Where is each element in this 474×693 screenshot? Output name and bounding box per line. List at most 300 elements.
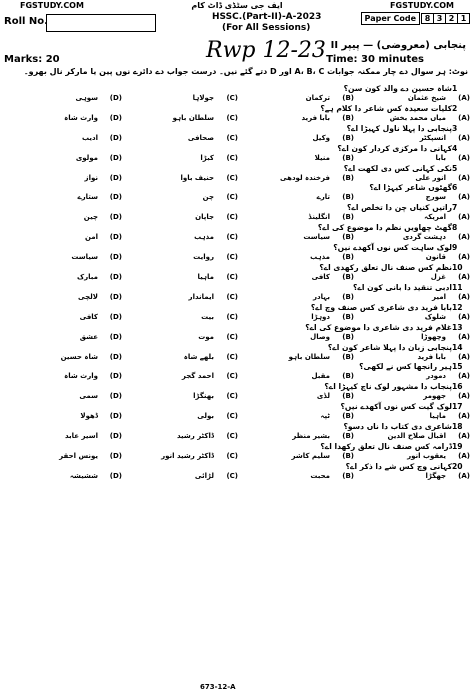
option-text: ششیشہ bbox=[69, 471, 98, 480]
question-item bbox=[4, 164, 470, 184]
option-letter: (D) bbox=[109, 372, 122, 381]
answer-option[interactable] bbox=[10, 472, 122, 482]
answer-option[interactable] bbox=[358, 353, 470, 363]
answer-option[interactable] bbox=[126, 193, 238, 203]
option-letter: (D) bbox=[109, 452, 122, 461]
question-text bbox=[320, 442, 470, 452]
question-item bbox=[4, 104, 470, 124]
answer-options bbox=[4, 154, 470, 164]
paper-code-digit: 3 bbox=[433, 13, 446, 24]
question-item bbox=[4, 462, 470, 482]
option-text: اقبال صلاح الدین bbox=[387, 432, 446, 441]
answer-option[interactable] bbox=[242, 233, 354, 243]
answer-options bbox=[4, 412, 470, 422]
answer-option[interactable] bbox=[10, 372, 122, 382]
question-number: 2 bbox=[452, 103, 458, 113]
option-text: امریکہ bbox=[424, 213, 446, 222]
option-letter: (D) bbox=[109, 193, 122, 202]
question-text bbox=[344, 422, 470, 432]
option-text: بابا فرید bbox=[417, 352, 446, 361]
answer-options bbox=[4, 293, 470, 303]
answer-option[interactable] bbox=[126, 353, 238, 363]
option-text: چین bbox=[83, 213, 98, 222]
option-text: جاپان bbox=[195, 213, 214, 222]
question-text bbox=[333, 243, 470, 253]
question-item bbox=[4, 343, 470, 363]
option-text: حنیف باوا bbox=[180, 173, 214, 182]
option-letter: (A) bbox=[458, 113, 470, 122]
option-letter: (D) bbox=[109, 432, 122, 441]
option-text: انسپکٹر bbox=[419, 133, 446, 142]
option-letter: (D) bbox=[109, 273, 122, 282]
answer-option[interactable] bbox=[10, 174, 122, 184]
answer-option[interactable] bbox=[10, 94, 122, 104]
question-number: 12 bbox=[452, 302, 463, 312]
option-letter: (C) bbox=[226, 113, 238, 122]
option-letter: (A) bbox=[458, 213, 470, 222]
answer-option[interactable] bbox=[358, 452, 470, 462]
time-label: Time: 30 minutes bbox=[326, 54, 424, 65]
question-text bbox=[328, 343, 470, 353]
question-body: گھٹ چھاویں نظم دا موضوع کی اے؟ bbox=[317, 223, 452, 233]
option-letter: (D) bbox=[109, 412, 122, 421]
option-letter: (B) bbox=[342, 332, 354, 341]
option-letter: (C) bbox=[226, 432, 238, 441]
option-letter: (C) bbox=[226, 452, 238, 461]
question-body: لوک ساہت کس نوں آکھدے نیں؟ bbox=[333, 243, 452, 253]
answer-option[interactable] bbox=[126, 392, 238, 402]
answer-option[interactable] bbox=[242, 193, 354, 203]
answer-option[interactable] bbox=[10, 213, 122, 223]
answer-option[interactable] bbox=[358, 134, 470, 144]
option-letter: (B) bbox=[342, 352, 354, 361]
option-letter: (A) bbox=[458, 153, 470, 162]
answer-option[interactable] bbox=[242, 472, 354, 482]
answer-option[interactable] bbox=[358, 313, 470, 323]
option-letter: (C) bbox=[226, 352, 238, 361]
option-text: صحافی bbox=[187, 133, 214, 142]
answer-option[interactable] bbox=[242, 213, 354, 223]
option-letter: (C) bbox=[226, 292, 238, 301]
question-text bbox=[311, 303, 470, 313]
option-text: لڈی bbox=[316, 392, 330, 401]
question-text bbox=[341, 402, 470, 412]
answer-option[interactable] bbox=[126, 472, 238, 482]
question-number: 15 bbox=[452, 362, 463, 372]
answer-option[interactable] bbox=[126, 313, 238, 323]
question-body: غلام فرید دی شاعری دا موضوع کی اے؟ bbox=[305, 322, 452, 332]
answer-option[interactable] bbox=[242, 273, 354, 283]
answer-option[interactable] bbox=[126, 94, 238, 104]
option-text: میاں محمد بخش bbox=[389, 113, 446, 122]
option-letter: (C) bbox=[226, 412, 238, 421]
answer-option[interactable] bbox=[10, 253, 122, 263]
answer-options bbox=[4, 134, 470, 144]
answer-options bbox=[4, 372, 470, 382]
question-body: ادبی تنقید دا بانی کون اے؟ bbox=[352, 282, 452, 292]
paper-code-digit: 1 bbox=[457, 13, 470, 24]
question-number: 6 bbox=[452, 183, 458, 193]
option-text: ڈاکٹر رشید bbox=[176, 432, 214, 441]
question-text bbox=[346, 462, 470, 472]
option-letter: (C) bbox=[226, 153, 238, 162]
option-text: ایماندار bbox=[188, 292, 214, 301]
answer-option[interactable] bbox=[242, 392, 354, 402]
option-letter: (B) bbox=[342, 452, 354, 461]
option-text: دہشت گردی bbox=[402, 233, 446, 242]
question-item bbox=[4, 203, 470, 223]
question-body: راتیں کنیاں چن دا تخلص اے؟ bbox=[347, 203, 452, 213]
question-item bbox=[4, 382, 470, 402]
answer-option[interactable] bbox=[10, 313, 122, 323]
option-text: بہادر bbox=[313, 292, 330, 301]
question-text bbox=[359, 362, 470, 372]
option-letter: (C) bbox=[226, 392, 238, 401]
answer-option[interactable] bbox=[358, 472, 470, 482]
answer-option[interactable] bbox=[242, 432, 354, 442]
answer-options bbox=[4, 174, 470, 184]
answer-option[interactable] bbox=[242, 412, 354, 422]
question-item bbox=[4, 144, 470, 164]
option-text: انگلینڈ bbox=[308, 213, 330, 222]
option-text: نواز bbox=[84, 173, 98, 182]
question-number: 17 bbox=[452, 402, 463, 412]
question-body: شاعری دی کتاب دا ناں دسو؟ bbox=[343, 422, 452, 432]
option-text: سمی bbox=[79, 392, 98, 401]
answer-option[interactable] bbox=[126, 134, 238, 144]
option-letter: (A) bbox=[458, 292, 470, 301]
question-body: شاہ حسین دے والد کون سن؟ bbox=[343, 84, 452, 93]
answer-option[interactable] bbox=[358, 174, 470, 184]
answer-options bbox=[4, 313, 470, 323]
answer-option[interactable] bbox=[126, 273, 238, 283]
handwritten-note: Rwp 12-23 bbox=[206, 38, 326, 63]
watermark-top bbox=[0, 0, 474, 12]
question-body: پنجاب دا مشہور لوک ناچ کیہڑا اے؟ bbox=[324, 382, 452, 392]
question-number: 16 bbox=[452, 382, 463, 392]
answer-option[interactable] bbox=[242, 253, 354, 263]
option-letter: (C) bbox=[226, 233, 238, 242]
option-letter: (D) bbox=[109, 312, 122, 321]
option-text: بشیر منظر bbox=[292, 432, 330, 441]
answer-option[interactable] bbox=[358, 193, 470, 203]
option-letter: (A) bbox=[458, 233, 470, 242]
option-text: وچھوڑا bbox=[421, 332, 446, 341]
answer-option[interactable] bbox=[10, 293, 122, 303]
answer-option[interactable] bbox=[10, 193, 122, 203]
option-text: مذہب bbox=[194, 233, 214, 242]
question-body: کہانی وچ کس شے دا ذکر اے؟ bbox=[345, 461, 452, 471]
answer-options bbox=[4, 114, 470, 124]
option-text: سلطان باہو bbox=[172, 113, 214, 122]
option-text: فرخندہ لودھی bbox=[280, 173, 330, 182]
option-text: ستارے bbox=[77, 193, 98, 202]
answer-option[interactable] bbox=[358, 293, 470, 303]
question-number: 8 bbox=[452, 223, 458, 233]
option-letter: (B) bbox=[342, 213, 354, 222]
paper-code-label: Paper Code bbox=[361, 12, 420, 25]
answer-option[interactable] bbox=[358, 372, 470, 382]
question-number: 18 bbox=[452, 422, 463, 432]
answer-option[interactable] bbox=[10, 392, 122, 402]
answer-options bbox=[4, 333, 470, 343]
question-text bbox=[347, 124, 470, 134]
answer-option[interactable] bbox=[10, 353, 122, 363]
answer-option[interactable] bbox=[358, 233, 470, 243]
answer-option[interactable] bbox=[126, 372, 238, 382]
answer-option[interactable] bbox=[358, 392, 470, 402]
paper-code-digit: 2 bbox=[445, 13, 458, 24]
question-text bbox=[324, 382, 470, 392]
question-item bbox=[4, 362, 470, 382]
answer-option[interactable] bbox=[126, 432, 238, 442]
answer-option[interactable] bbox=[10, 273, 122, 283]
answer-option[interactable] bbox=[126, 412, 238, 422]
answer-option[interactable] bbox=[242, 94, 354, 104]
option-text: ادیب bbox=[81, 133, 98, 142]
option-text: ڈاکٹر رشید انور bbox=[161, 452, 214, 461]
answer-option[interactable] bbox=[126, 174, 238, 184]
option-letter: (C) bbox=[226, 94, 238, 102]
option-letter: (A) bbox=[458, 352, 470, 361]
question-number: 4 bbox=[452, 143, 458, 153]
roll-number-label: Roll No. bbox=[4, 16, 48, 27]
answer-option[interactable] bbox=[10, 452, 122, 462]
option-letter: (A) bbox=[458, 193, 470, 202]
answer-option[interactable] bbox=[358, 114, 470, 124]
question-item bbox=[4, 422, 470, 442]
option-letter: (A) bbox=[458, 332, 470, 341]
question-item bbox=[4, 303, 470, 323]
answer-options bbox=[4, 273, 470, 283]
option-letter: (B) bbox=[342, 292, 354, 301]
exam-title: HSSC.(Part-II)-A-2023 bbox=[212, 12, 322, 22]
question-text bbox=[344, 84, 470, 94]
option-letter: (A) bbox=[458, 94, 470, 102]
option-text: مقبل bbox=[311, 372, 330, 381]
answer-option[interactable] bbox=[358, 213, 470, 223]
option-letter: (C) bbox=[226, 173, 238, 182]
instructions-note: نوٹ: ہر سوال دے چار ممکنہ جوابات A، B، C اور D دتے گئے نیں۔ درست جواب دے دائرے نوں پین یا مارکر نال بھرو۔ bbox=[23, 67, 468, 76]
option-text: بیت bbox=[201, 312, 214, 321]
option-text: سلیم کاشر bbox=[291, 452, 330, 461]
option-letter: (C) bbox=[226, 471, 238, 480]
option-text: جولاہا bbox=[192, 94, 214, 102]
option-letter: (B) bbox=[342, 113, 354, 122]
option-letter: (D) bbox=[109, 94, 122, 102]
option-letter: (B) bbox=[342, 471, 354, 480]
answer-option[interactable] bbox=[358, 94, 470, 104]
option-text: شیخ عثمان bbox=[407, 94, 446, 102]
option-letter: (C) bbox=[226, 193, 238, 202]
answer-option[interactable] bbox=[358, 432, 470, 442]
option-text: اسیر عابد bbox=[64, 432, 98, 441]
option-text: انور علی bbox=[415, 173, 446, 182]
question-body: بابا فرید دی شاعری کس صنف وچ اے؟ bbox=[310, 302, 452, 312]
question-body: گھٹوں شاعر کیہڑا اے؟ bbox=[369, 183, 452, 193]
option-letter: (A) bbox=[458, 392, 470, 401]
option-text: امیر bbox=[432, 292, 446, 301]
option-text: بلھے شاہ bbox=[183, 352, 214, 361]
option-text: احمد گجر bbox=[181, 372, 214, 381]
option-letter: (D) bbox=[109, 133, 122, 142]
answer-option[interactable] bbox=[10, 114, 122, 124]
question-number: 20 bbox=[452, 461, 463, 471]
question-text bbox=[337, 144, 470, 154]
question-body: کلیات سعیدہ کس شاعر دا کلام ہے؟ bbox=[320, 103, 452, 113]
question-body: نظم کس صنف نال تعلق رکھدی اے؟ bbox=[319, 263, 452, 273]
answer-options bbox=[4, 193, 470, 203]
option-letter: (B) bbox=[342, 392, 354, 401]
option-text: وارث شاہ bbox=[64, 113, 98, 122]
option-text: مبارک bbox=[76, 273, 98, 282]
option-letter: (B) bbox=[342, 173, 354, 182]
option-letter: (A) bbox=[458, 372, 470, 381]
question-item bbox=[4, 263, 470, 283]
answer-option[interactable] bbox=[10, 333, 122, 343]
option-letter: (B) bbox=[342, 412, 354, 421]
option-text: امن bbox=[84, 233, 98, 242]
option-letter: (C) bbox=[226, 312, 238, 321]
option-letter: (D) bbox=[109, 253, 122, 262]
answer-option[interactable] bbox=[242, 293, 354, 303]
answer-option[interactable] bbox=[242, 372, 354, 382]
answer-options bbox=[4, 233, 470, 243]
option-text: لالچی bbox=[78, 292, 98, 301]
answer-option[interactable] bbox=[10, 154, 122, 164]
option-text: لڑائی bbox=[194, 471, 214, 480]
option-letter: (A) bbox=[458, 412, 470, 421]
answer-option[interactable] bbox=[10, 432, 122, 442]
question-item bbox=[4, 243, 470, 263]
option-letter: (D) bbox=[109, 332, 122, 341]
option-text: تارے bbox=[316, 193, 330, 202]
option-letter: (C) bbox=[226, 253, 238, 262]
answer-options bbox=[4, 432, 470, 442]
question-text bbox=[305, 323, 470, 333]
option-letter: (D) bbox=[109, 113, 122, 122]
question-number: 10 bbox=[452, 263, 463, 273]
option-text: مذہب bbox=[310, 253, 330, 262]
question-item bbox=[4, 124, 470, 144]
option-letter: (B) bbox=[342, 372, 354, 381]
option-text: روایت bbox=[193, 253, 214, 262]
question-text bbox=[344, 164, 470, 174]
paper-code bbox=[361, 12, 470, 25]
option-text: دمودر bbox=[426, 372, 446, 381]
question-item bbox=[4, 84, 470, 104]
answer-option[interactable] bbox=[242, 154, 354, 164]
answer-option[interactable] bbox=[126, 233, 238, 243]
question-item bbox=[4, 183, 470, 203]
option-letter: (A) bbox=[458, 471, 470, 480]
option-text: کافی bbox=[311, 273, 330, 282]
option-text: محبت bbox=[310, 471, 330, 480]
option-text: ماہیا bbox=[429, 412, 446, 421]
answer-option[interactable] bbox=[126, 333, 238, 343]
answer-option[interactable] bbox=[358, 154, 470, 164]
answer-option[interactable] bbox=[10, 412, 122, 422]
answer-option[interactable] bbox=[242, 134, 354, 144]
answer-option[interactable] bbox=[126, 253, 238, 263]
question-body: کہانی دا مرکزی کردار کون اے؟ bbox=[337, 143, 452, 153]
option-text: منیلا bbox=[314, 153, 330, 162]
option-text: عشق bbox=[79, 332, 98, 341]
question-number: 5 bbox=[452, 163, 458, 173]
question-number: 11 bbox=[452, 282, 463, 292]
option-text: سوہی bbox=[75, 94, 98, 102]
question-text bbox=[347, 203, 470, 213]
answer-option[interactable] bbox=[358, 253, 470, 263]
answer-option[interactable] bbox=[126, 213, 238, 223]
question-text bbox=[369, 183, 470, 193]
option-text: شاہ حسین bbox=[60, 352, 98, 361]
option-text: شلوک bbox=[424, 312, 446, 321]
answer-option[interactable] bbox=[242, 452, 354, 462]
option-letter: (B) bbox=[342, 233, 354, 242]
option-text: دوہڑا bbox=[311, 312, 330, 321]
option-letter: (A) bbox=[458, 432, 470, 441]
answer-option[interactable] bbox=[126, 114, 238, 124]
option-text: مولوی bbox=[75, 153, 98, 162]
option-letter: (B) bbox=[342, 94, 354, 102]
question-number: 19 bbox=[452, 442, 463, 452]
answer-option[interactable] bbox=[358, 273, 470, 283]
question-text bbox=[318, 223, 470, 233]
question-body: پنجابی زبان دا پہلا شاعر کون اے؟ bbox=[327, 342, 452, 352]
question-item bbox=[4, 223, 470, 243]
answer-option[interactable] bbox=[242, 353, 354, 363]
option-text: چن bbox=[202, 193, 214, 202]
answer-options bbox=[4, 353, 470, 363]
option-letter: (B) bbox=[342, 253, 354, 262]
header bbox=[4, 12, 470, 34]
question-number: 1 bbox=[452, 84, 458, 93]
option-text: سورج bbox=[425, 193, 446, 202]
question-number: 13 bbox=[452, 322, 463, 332]
subject-title: پنجابی (معروضی) — پیپر II bbox=[330, 40, 466, 51]
option-letter: (D) bbox=[109, 173, 122, 182]
option-text: سلطان باہو bbox=[288, 352, 330, 361]
option-text: جھگڑا bbox=[425, 471, 446, 480]
option-letter: (D) bbox=[109, 233, 122, 242]
option-letter: (C) bbox=[226, 213, 238, 222]
answer-options bbox=[4, 94, 470, 104]
watermark-text: FGSTUDY.COM bbox=[20, 1, 84, 10]
answer-options bbox=[4, 472, 470, 482]
answer-option[interactable] bbox=[358, 333, 470, 343]
answer-option[interactable] bbox=[126, 154, 238, 164]
answer-option[interactable] bbox=[10, 233, 122, 243]
answer-option[interactable] bbox=[10, 134, 122, 144]
answer-option[interactable] bbox=[126, 452, 238, 462]
option-letter: (D) bbox=[109, 213, 122, 222]
answer-option[interactable] bbox=[242, 313, 354, 323]
option-text: وصال bbox=[310, 332, 330, 341]
answer-option[interactable] bbox=[126, 293, 238, 303]
answer-option[interactable] bbox=[242, 114, 354, 124]
answer-option[interactable] bbox=[358, 412, 470, 422]
option-letter: (B) bbox=[342, 273, 354, 282]
option-text: کبڑا bbox=[200, 153, 214, 162]
answer-option[interactable] bbox=[242, 333, 354, 343]
answer-option[interactable] bbox=[242, 174, 354, 184]
option-text: ترکمان bbox=[305, 94, 330, 102]
option-letter: (D) bbox=[109, 153, 122, 162]
option-text: قانون bbox=[425, 253, 446, 262]
question-item bbox=[4, 283, 470, 303]
option-text: جھومر bbox=[423, 392, 446, 401]
